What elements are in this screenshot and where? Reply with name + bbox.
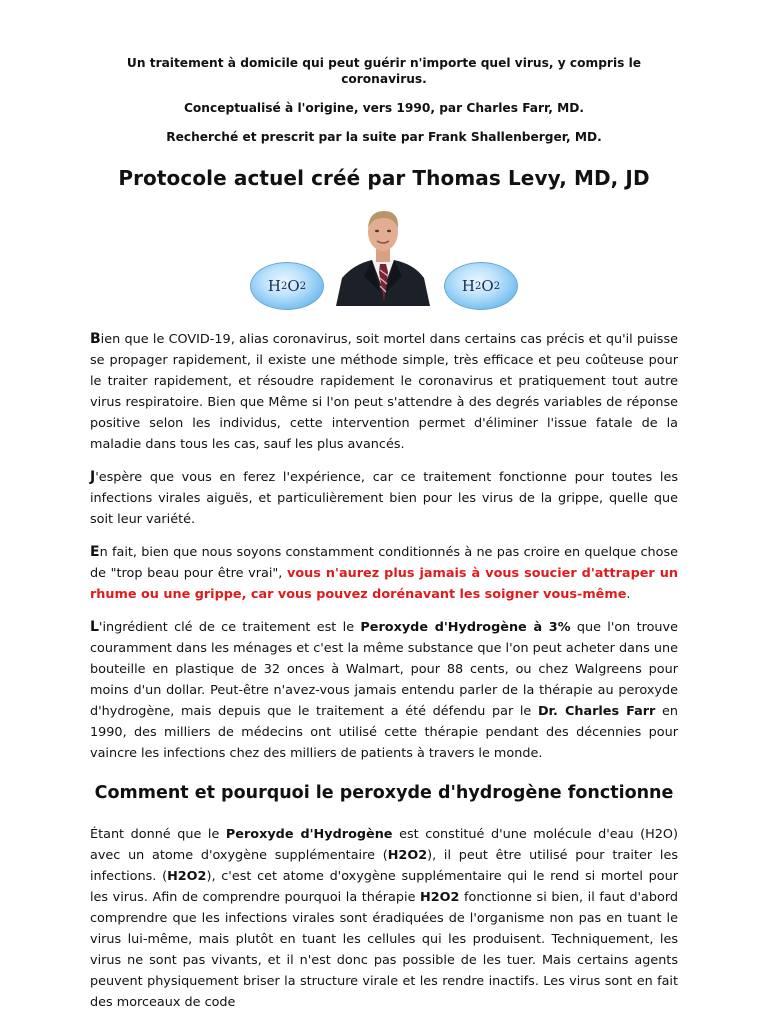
bold-term: H2O2 bbox=[420, 890, 460, 905]
page-title: Protocole actuel créé par Thomas Levy, MD, JD bbox=[118, 166, 650, 190]
intro-line-2: Conceptualisé à l'origine, vers 1990, par Charles Farr, MD. bbox=[183, 101, 585, 115]
drop-cap: L bbox=[90, 619, 99, 635]
intro-line-1: Un traitement à domicile qui peut guérir n'importe quel virus, y compris le coronavirus. bbox=[126, 56, 642, 86]
paragraph-2: J'espère que vous en ferez l'expérience, car ce traitement fonctionne pour toutes les infections virales aiguës, et particulièrement bien pour les virus de la grippe, quelle que soit leur variété. bbox=[90, 469, 678, 527]
bold-term: Peroxyde d'Hydrogène à 3% bbox=[360, 620, 571, 635]
bold-term: Dr. Charles Farr bbox=[537, 704, 656, 719]
paragraph-1: Bien que le COVID-19, alias coronavirus, soit mortel dans certains cas précis et qu'il puisse se propager rapidement, il existe une méthode simple, très efficace et peu coûteuse pour le traiter rapidement, et résoudre rapidement le coronavirus et pratiquement tout autre virus respiratoire. Bien que Même si l'on peut s'attendre à des degrés variables de réponse positive selon les individus, cette intervention permet d'éliminer l'issue fatale de la maladie dans tous les cas, sauf les plus avancés. bbox=[90, 331, 678, 452]
header-figure bbox=[90, 206, 678, 306]
bold-term: H2O2 bbox=[167, 869, 207, 884]
drop-cap: E bbox=[90, 544, 100, 560]
paragraph-4: L'ingrédient clé de ce traitement est le Peroxyde d'Hydrogène à 3% que l'on trouve couramment dans les ménages et c'est la même substance que l'on peut acheter dans une bouteille en plastique de 32 onces à Walmart, pour 88 cents, ou chez Walgreens pour moins d'un dollar. Peut-être n'avez-vous jamais entendu parler de la thérapie au peroxyde d'hydrogène, mais depuis que le traitement a été défendu par le Dr. Charles Farr en 1990, des milliers de médecins ont utilisé cette thérapie pendant des décennies pour vaincre les infections chez des milliers de patients à travers le monde. bbox=[90, 619, 678, 761]
h2o2-badge-right: H 2 O 2 bbox=[444, 262, 518, 310]
intro-line-3: Recherché et prescrit par la suite par Frank Shallenberger, MD. bbox=[166, 130, 602, 144]
h2o2-badge-left: H 2 O 2 bbox=[250, 262, 324, 310]
highlighted-claim: vous n'aurez plus jamais à vous soucier d'attraper un rhume ou une grippe, car vous pouvez dorénavant les soigner vous-même bbox=[90, 566, 678, 602]
section-heading: Comment et pourquoi le peroxyde d'hydrogène fonctionne bbox=[94, 783, 674, 803]
doctor-portrait-image bbox=[334, 206, 432, 306]
drop-cap: J bbox=[90, 469, 96, 485]
paragraph-3: En fait, bien que nous soyons constamment conditionnés à ne pas croire en quelque chose de "trop beau pour être vrai", vous n'aurez plus jamais à vous soucier d'attraper un rhume ou une grippe, car vous pouvez dorénavant les soigner vous-même. bbox=[90, 544, 678, 602]
drop-cap: B bbox=[90, 331, 101, 347]
bold-term: H2O2 bbox=[387, 848, 428, 863]
paragraph-5: Étant donné que le Peroxyde d'Hydrogène est constitué d'une molécule d'eau (H2O) avec un atome d'oxygène supplémentaire (H2O2), il peut être utilisé pour traiter les infections. (H2O2), c'est cet atome d'oxygène supplémentaire qui le rend si mortel pour les virus. Afin de comprendre pourquoi la thérapie H2O2 fonctionne si bien, il faut d'abord comprendre que les infections virales sont éradiquées de l'organisme non pas en tuant le virus lui-même, mais plutôt en tuant les cellules qui les produisent. Techniquement, les virus ne sont pas vivants, et il n'est donc pas possible de les tuer. Mais certains agents peuvent physiquement briser la structure virale et les rendre inactifs. Les virus sont en fait des morceaux de code bbox=[90, 827, 678, 1010]
bold-term: Peroxyde d'Hydrogène bbox=[225, 827, 393, 842]
